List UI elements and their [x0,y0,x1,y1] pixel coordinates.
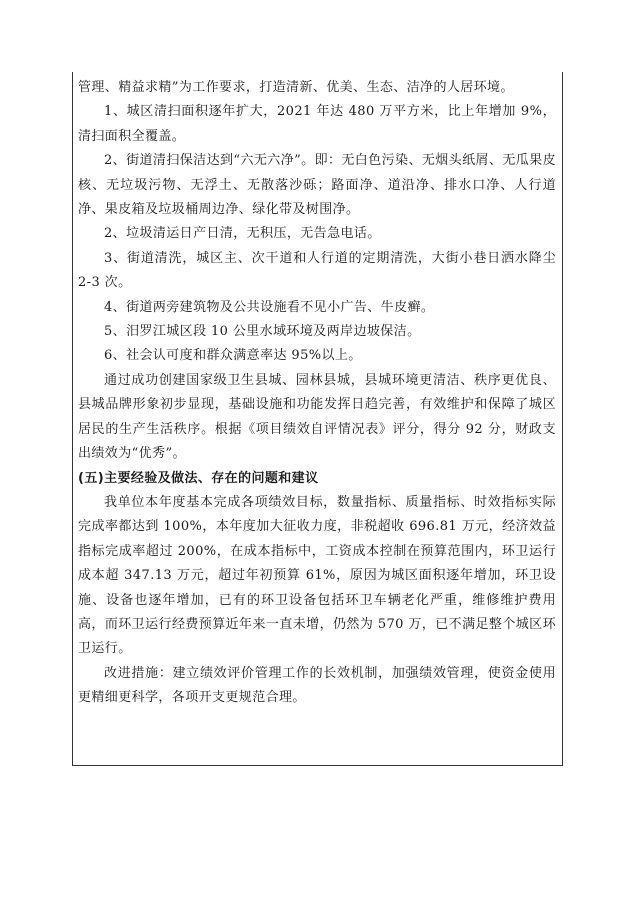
paragraph-item-satisfaction: 6、社会认可度和群众满意率达 95%以上。 [104,348,362,364]
paragraph-item-river-cleaning: 5、汨罗江城区段 10 公里水域环境及两岸边坡保洁。 [104,324,421,340]
paragraph-item-garbage-removal: 2、垃圾清运日产日清，无积压，无告急电话。 [104,226,381,242]
paragraph-intro-continuation: 管理、精益求精”为工作要求，打造清新、优美、生态、洁净的人居环境。 [78,80,514,95]
paragraph-improvement: 改进措施：建立绩效评价管理工作的长效机制，加强绩效管理，使资金使用更精细更科学，各项开支更规范合理。 [78,665,556,706]
paragraph-item-six-none-six-clean: 2、街道清扫保洁达到“六无六净”。即：无白色污染、无烟头纸屑、无瓜果皮核、无垃圾污物、无浮土、无散落沙砾；路面净、道沿净、排水口净、人行道净、果皮箱及垃圾桶周边净、绿化带及树围净。 [78,153,556,218]
paragraph-summary: 通过成功创建国家级卫生县城、园林县城，县城环境更清洁、秩序更优良、县城品牌形象初步显现，基础设施和功能发挥日趋完善，有效维护和保障了城区居民的生产生活秩序。根据《项目绩效自评情况表》评分，得分 92 分，财政支出绩效为“优秀”。 [78,372,556,462]
paragraph-performance: 我单位本年度基本完成各项绩效目标，数量指标、质量指标、时效指标实际完成率都达到 100%，本年度加大征收力度，非税超收 696.81 万元，经济效益指标完成率超过 200%，在成本指标中，工资成本控制在预算范围内，环卫运行成本超 347.13 万元，超过年初预算 61%，原因为城区面积逐年增加，环卫设施、设备也逐年增加，已有的环卫设备包括环卫车辆老化严重，维修维护费用高，而环卫运行经费预算近年来一直未增，仍然为 570 万，已不满足整个城区环卫运行。 [78,494,556,657]
document-body [78,76,556,711]
section-heading-experience: (五)主要经验及做法、存在的问题和建议 [78,470,319,486]
paragraph-item-cleaning-area: 1、城区清扫面积逐年扩大，2021 年达 480 万平方米，比上年增加 9%，清扫面积全覆盖。 [78,104,556,144]
paragraph-item-no-ads: 4、街道两旁建筑物及公共设施看不见小广告、牛皮癣。 [104,299,435,315]
paragraph-item-street-washing: 3、街道清洗，城区主、次干道和人行道的定期清洗，大街小巷日洒水降尘 2-3 次。 [78,250,556,291]
